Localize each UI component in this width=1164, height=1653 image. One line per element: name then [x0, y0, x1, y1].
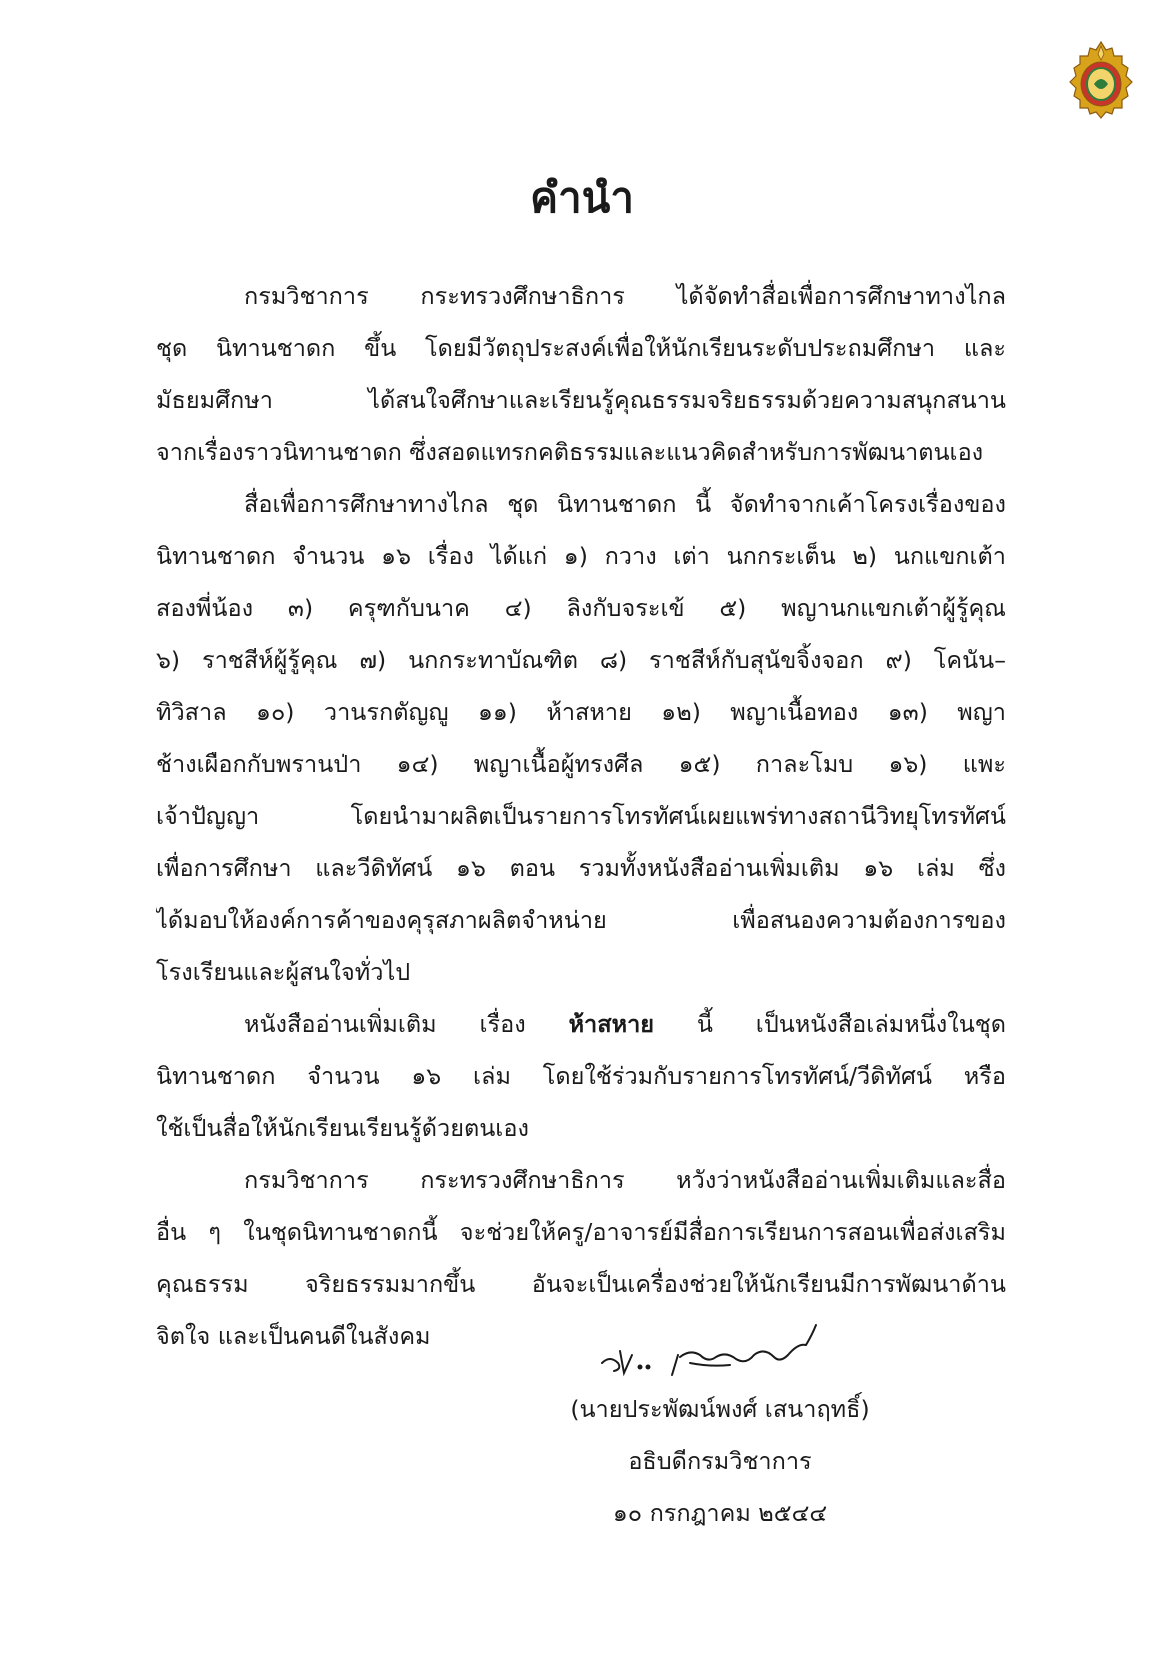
- paragraph-2-line-7: เจ้าปัญญา โดยนำมาผลิตเป็นรายการโทรทัศน์เผยแพร่ทางสถานีวิทยุโทรทัศน์: [156, 802, 1006, 830]
- ministry-emblem-logo: [1068, 40, 1134, 120]
- paragraph-1-line-3: มัธยมศึกษา ได้สนใจศึกษาและเรียนรู้คุณธรรมจริยธรรมด้วยความสนุกสนาน: [156, 386, 1006, 414]
- paragraph-2-line-4: ๖) ราชสีห์ผู้รู้คุณ ๗) นกกระทาบัณฑิต ๘) ราชสีห์กับสุนัขจิ้งจอก ๙) โคนัน–: [156, 646, 1006, 674]
- paragraph-3-line-3: ใช้เป็นสื่อให้นักเรียนเรียนรู้ด้วยตนเอง: [156, 1114, 529, 1142]
- paragraph-2-line-6: ช้างเผือกกับพรานป่า ๑๔) พญาเนื้อผู้ทรงศีล ๑๕) กาละโมบ ๑๖) แพะ: [156, 750, 1006, 778]
- paragraph-3-line-1-post: นี้ เป็นหนังสือเล่มหนึ่งในชุด: [654, 1010, 1006, 1038]
- paragraph-3-line-1-pre: หนังสืออ่านเพิ่มเติม เรื่อง: [244, 1010, 569, 1038]
- handwritten-signature: [540, 1315, 910, 1385]
- page-title: คำนำ: [530, 173, 634, 222]
- paragraph-2-line-2: นิทานชาดก จำนวน ๑๖ เรื่อง ได้แก่ ๑) กวาง เต่า นกกระเต็น ๒) นกแขกเต้า: [156, 542, 1006, 570]
- paragraph-3-line-2: นิทานชาดก จำนวน ๑๖ เล่ม โดยใช้ร่วมกับรายการโทรทัศน์/วีดิทัศน์ หรือ: [156, 1062, 1006, 1090]
- signatory-name: (นายประพัฒน์พงศ์ เสนาฤทธิ์): [570, 1395, 870, 1423]
- paragraph-2-line-5: ทิวิสาล ๑๐) วานรกตัญญู ๑๑) ห้าสหาย ๑๒) พญาเนื้อทอง ๑๓) พญา: [156, 698, 1006, 726]
- paragraph-1-line-2: ชุด นิทานชาดก ขึ้น โดยมีวัตถุประสงค์เพื่อให้นักเรียนระดับประถมศึกษา และ: [156, 334, 1006, 362]
- paragraph-4-line-1: กรมวิชาการ กระทรวงศึกษาธิการ หวังว่าหนังสืออ่านเพิ่มเติมและสื่อ: [244, 1166, 1006, 1194]
- preface-body: [156, 270, 1006, 1362]
- paragraph-1-line-4: จากเรื่องราวนิทานชาดก ซึ่งสอดแทรกคติธรรมและแนวคิดสำหรับการพัฒนาตนเอง: [156, 438, 984, 466]
- paragraph-2-line-3: สองพี่น้อง ๓) ครุฑกับนาค ๔) ลิงกับจระเข้ ๕) พญานกแขกเต้าผู้รู้คุณ: [156, 594, 1006, 622]
- signatory-position: อธิบดีกรมวิชาการ: [628, 1447, 812, 1475]
- signature-date: ๑๐ กรกฎาคม ๒๕๔๔: [612, 1499, 828, 1527]
- signature-block: [530, 1383, 910, 1539]
- paragraph-3-line-1: [156, 998, 1006, 1050]
- story-title-bold: ห้าสหาย: [568, 1010, 655, 1038]
- paragraph-4-line-2: อื่น ๆ ในชุดนิทานชาดกนี้ จะช่วยให้ครู/อาจารย์มีสื่อการเรียนการสอนเพื่อส่งเสริม: [156, 1218, 1006, 1246]
- paragraph-2-line-9: ได้มอบให้องค์การค้าของคุรุสภาผลิตจำหน่าย เพื่อสนองความต้องการของ: [156, 906, 1006, 934]
- paragraph-2-line-1: สื่อเพื่อการศึกษาทางไกล ชุด นิทานชาดก นี้ จัดทำจากเค้าโครงเรื่องของ: [244, 490, 1006, 518]
- paragraph-2-line-10: โรงเรียนและผู้สนใจทั่วไป: [156, 958, 411, 986]
- paragraph-1-line-1: กรมวิชาการ กระทรวงศึกษาธิการ ได้จัดทำสื่อเพื่อการศึกษาทางไกล: [244, 282, 1006, 310]
- paragraph-4-line-3: คุณธรรม จริยธรรมมากขึ้น อันจะเป็นเครื่องช่วยให้นักเรียนมีการพัฒนาด้าน: [156, 1270, 1006, 1298]
- paragraph-4-line-4: จิตใจ และเป็นคนดีในสังคม: [156, 1322, 431, 1350]
- paragraph-2-line-8: เพื่อการศึกษา และวีดิทัศน์ ๑๖ ตอน รวมทั้งหนังสืออ่านเพิ่มเติม ๑๖ เล่ม ซึ่ง: [156, 854, 1006, 882]
